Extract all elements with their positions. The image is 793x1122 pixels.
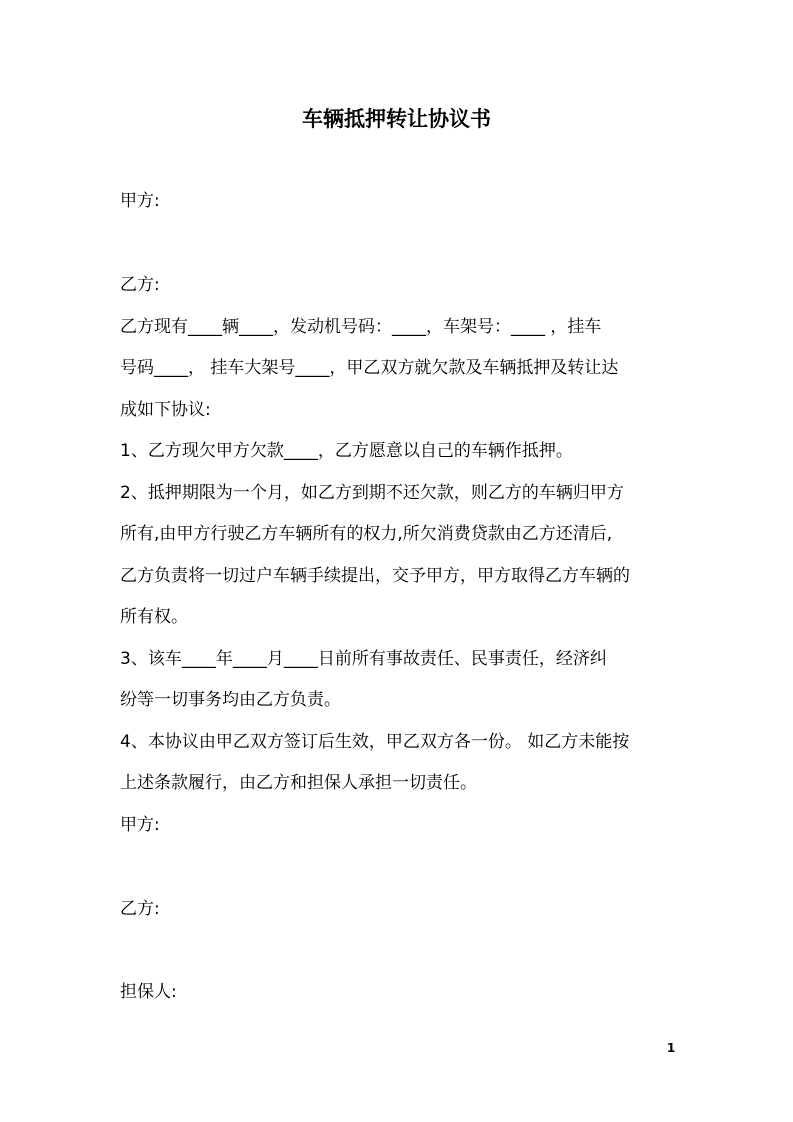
party-a-label: 甲方: — [120, 191, 160, 211]
document-title: 车辆抵押转让协议书 — [302, 107, 491, 131]
page-number: 1 — [666, 1041, 676, 1055]
clause-2-line-3: 乙方负责将一切过户车辆手续提出，交予甲方，甲方取得乙方车辆的 — [120, 566, 630, 586]
party-b-label: 乙方: — [120, 275, 160, 295]
clause-2-line-4: 所有权。 — [120, 607, 188, 627]
clause-3-line-2: 纷等一切事务均由乙方负责。 — [120, 690, 341, 710]
clause-4-line-2: 上述条款履行，由乙方和担保人承担一切责任。 — [120, 773, 477, 793]
intro-line-2: 号码____， 挂车大架号____，甲乙双方就欠款及车辆抵押及转让达 — [120, 358, 619, 378]
clause-4-line-1: 4、本协议由甲乙双方签订后生效，甲乙双方各一份。 如乙方未能按 — [120, 732, 630, 752]
signature-party-b: 乙方: — [120, 899, 160, 919]
clause-3-line-1: 3、该车____年____月____日前所有事故责任、民事责任，经济纠 — [120, 649, 607, 669]
clause-1-line-1: 1、乙方现欠甲方欠款____，乙方愿意以自己的车辆作抵押。 — [120, 441, 573, 461]
signature-party-a: 甲方: — [120, 815, 160, 835]
intro-line-1: 乙方现有____辆____，发动机号码：____，车架号：____ ，挂车 — [120, 317, 602, 337]
clause-2-line-2: 所有,由甲方行驶乙方车辆所有的权力,所欠消费贷款由乙方还清后, — [120, 524, 613, 544]
signature-guarantor: 担保人: — [120, 982, 177, 1002]
intro-line-3: 成如下协议: — [120, 400, 211, 420]
clause-2-line-1: 2、抵押期限为一个月，如乙方到期不还欠款，则乙方的车辆归甲方 — [120, 483, 624, 503]
